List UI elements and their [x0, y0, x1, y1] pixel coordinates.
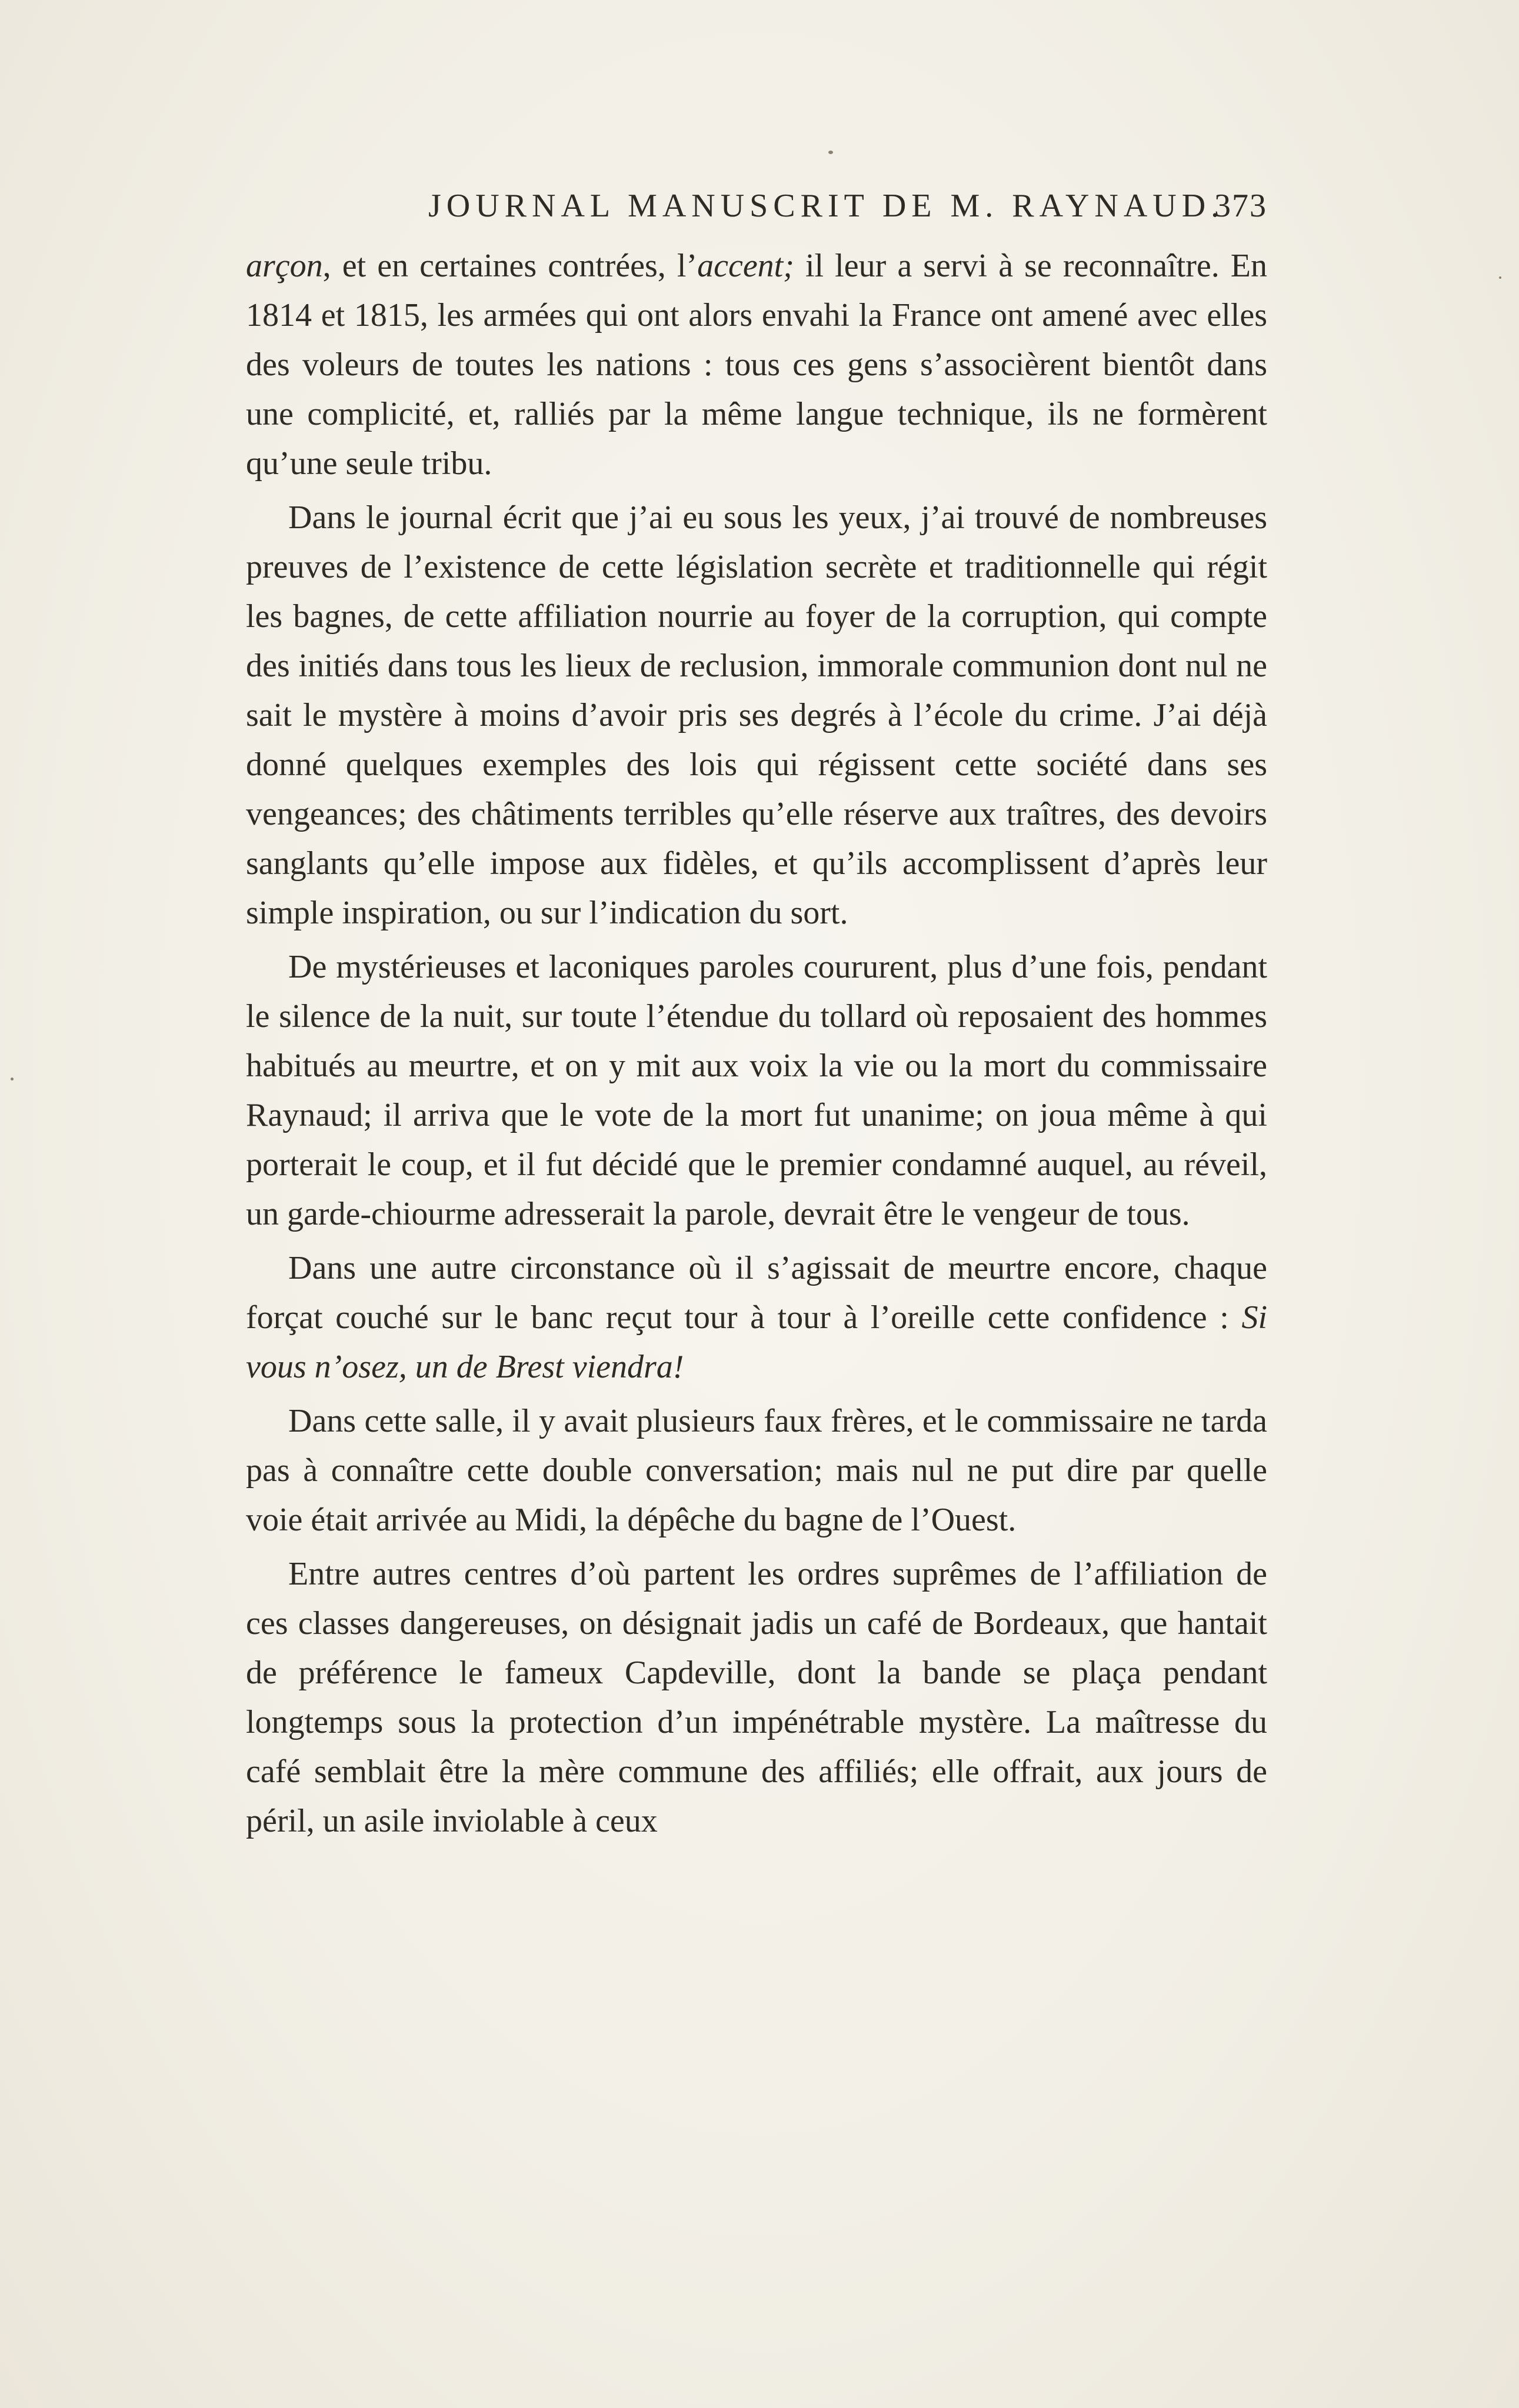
page-number: 373 — [1214, 188, 1267, 224]
text-segment: De mystérieuses et laconiques paroles coururent, plus d’une fois, pendant le silence de la nuit, sur toute l’étendue du tollard où reposaient des hommes habitués au meurtre, et on y mit aux voix la vie ou la mort du commissaire Raynaud; il arriva que le vote de la mort fut unanime; on joua même à qui porterait le coup, et il fut décidé que le premier condamné auquel, au réveil, un garde-chiourme adresserait la parole, devrait être le vengeur de tous. — [246, 949, 1267, 1232]
text-segment: accent; — [697, 248, 794, 284]
text-segment: Si vous n’osez, un de Brest viendra! — [246, 1299, 1267, 1385]
text-segment: Dans le journal écrit que j’ai eu sous les yeux, j’ai trouvé de nombreuses preuves de l’existence de cette législation secrète et traditionnelle qui régit les bagnes, de cette affiliation nourrie au foyer de la corruption, qui compte des initiés dans tous les lieux de reclusion, immorale communion dont nul ne sait le mystère à moins d’avoir pris ses degrés à l’école du crime. J’ai déjà donné quelques exemples des lois qui régissent cette société dans ses vengeances; des châtiments terribles qu’elle réserve aux traîtres, des devoirs sanglants qu’elle impose aux fidèles, et qu’ils accomplissent d’après leur simple inspiration, ou sur l’indication du sort. — [246, 499, 1267, 931]
paragraph-1 — [246, 241, 1267, 488]
body-text — [246, 241, 1267, 1846]
paper-speck — [1499, 276, 1501, 279]
page-header — [246, 187, 1267, 234]
running-head: JOURNAL MANUSCRIT DE M. RAYNAUD. — [428, 188, 1225, 224]
text-segment: Dans une autre circonstance où il s’agissait de meurtre encore, chaque forçat couché sur le banc reçut tour à tour à l’oreille cette confidence : — [246, 1250, 1267, 1336]
text-segment: arçon — [246, 248, 323, 284]
paragraph-2 — [246, 493, 1267, 938]
text-segment: il leur a servi à se reconnaître. En 1814 et 1815, les armées qui ont alors envahi la France ont amené avec elles des voleurs de toutes les nations : tous ces gens s’associèrent bientôt dans une complicité, et, ralliés par la même langue technique, ils ne formèrent qu’une seule tribu. — [246, 248, 1268, 482]
paragraph-6 — [246, 1549, 1267, 1846]
paragraph-5 — [246, 1396, 1267, 1545]
text-segment: Entre autres centres d’où partent les ordres suprêmes de l’affiliation de ces classes dangereuses, on désignait jadis un café de Bordeaux, que hantait de préférence le fameux Capdeville, dont la bande se plaça pendant longtemps sous la protection d’un impénétrable mystère. La maîtresse du café semblait être la mère commune des affiliés; elle offrait, aux jours de péril, un asile inviolable à ceux — [246, 1556, 1267, 1839]
text-segment: Dans cette salle, il y avait plusieurs faux frères, et le commissaire ne tarda pas à connaître cette double conversation; mais nul ne put dire par quelle voie était arrivée au Midi, la dépêche du bagne de l’Ouest. — [246, 1403, 1267, 1538]
text-segment: , et en certaines contrées, l’ — [322, 248, 698, 284]
paper-speck — [828, 151, 833, 154]
paragraph-3 — [246, 942, 1267, 1239]
paragraph-4 — [246, 1243, 1267, 1392]
paper-speck — [11, 1078, 14, 1080]
